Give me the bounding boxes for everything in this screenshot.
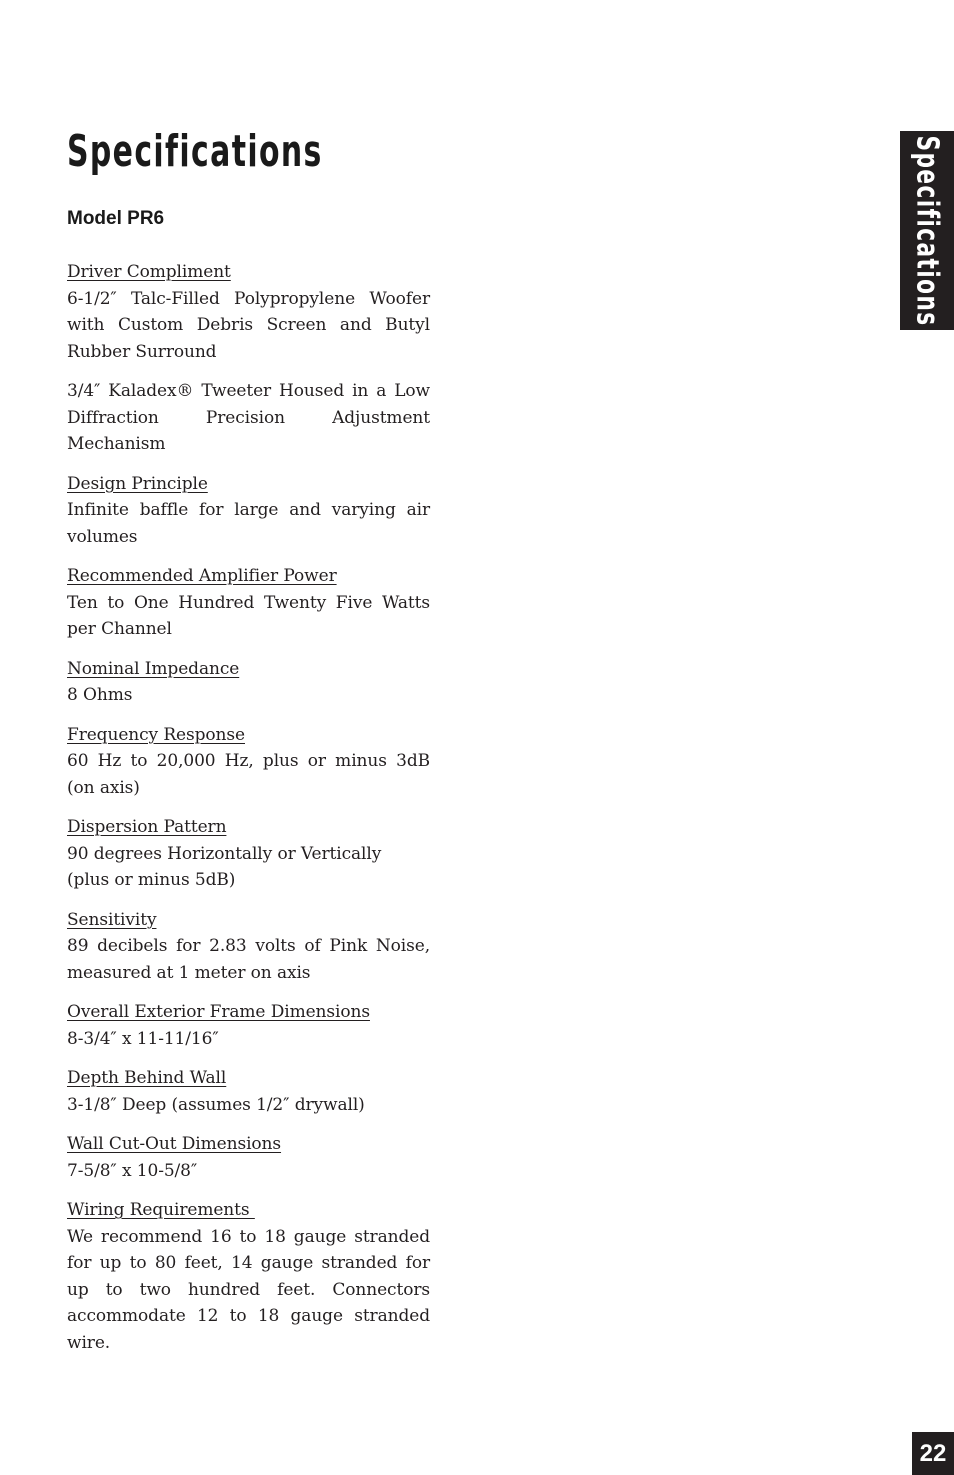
spec-recommended-amplifier-power [67, 563, 430, 643]
spec-value: 60 Hz to 20,000 Hz, plus or minus 3dB (on axis) [67, 751, 430, 798]
spec-driver-compliment [67, 259, 430, 458]
spec-depth-behind-wall [67, 1065, 430, 1118]
spec-value: 90 degrees Horizontally or Vertically [67, 843, 382, 864]
spec-overall-frame-dimensions [67, 999, 430, 1052]
spec-label: Dispersion Pattern [67, 817, 227, 837]
spec-value: 89 decibels for 2.83 volts of Pink Noise, measured at 1 meter on axis [67, 936, 430, 983]
spec-label: Wiring Requirements [67, 1200, 255, 1220]
spec-design-principle [67, 471, 430, 551]
spec-label: Nominal Impedance [67, 658, 240, 679]
spec-value: 3-1/8″ Deep (assumes 1/2″ drywall) [67, 1094, 365, 1115]
spec-label: Frequency Response [67, 724, 245, 745]
spec-value: We recommend 16 to 18 gauge stranded for up to 80 feet, 14 gauge stranded for up to two hundred feet. Connectors accommodate 12 to 18 gauge stranded wire. [67, 1226, 430, 1353]
spec-value: Infinite baffle for large and varying air volumes [67, 500, 430, 547]
spec-label: Driver Compliment [67, 262, 231, 282]
model-heading: Model PR6 [67, 208, 165, 229]
spec-label: Overall Exterior Frame Dimensions [67, 1002, 370, 1022]
side-tab-label: Specifications [909, 134, 945, 327]
spec-frequency-response [67, 722, 430, 802]
spec-wall-cutout-dimensions [67, 1131, 430, 1184]
section-side-tab [900, 131, 954, 330]
spec-label: Wall Cut-Out Dimensions [67, 1134, 282, 1154]
spec-value: 8 Ohms [67, 685, 133, 705]
spec-label: Design Principle [67, 473, 208, 494]
page-number: 22 [912, 1432, 954, 1475]
page-title: Specifications [67, 126, 323, 177]
spec-label: Depth Behind Wall [67, 1068, 227, 1088]
spec-nominal-impedance [67, 656, 430, 709]
spec-list [67, 259, 430, 1369]
spec-wiring-requirements [67, 1197, 430, 1356]
spec-value: 8-3/4″ x 11-11/16″ [67, 1028, 219, 1049]
spec-value: (plus or minus 5dB) [67, 870, 236, 890]
spec-sensitivity [67, 907, 430, 987]
spec-value: 6-1/2″ Talc-Filled Polypropylene Woofer with Custom Debris Screen and Butyl Rubber Surround [67, 288, 430, 362]
spec-value: 3/4″ Kaladex® Tweeter Housed in a Low Diffraction Precision Adjustment Mechanism [67, 381, 430, 454]
spec-value: Ten to One Hundred Twenty Five Watts per Channel [67, 592, 430, 639]
spec-dispersion-pattern [67, 814, 430, 894]
spec-label: Sensitivity [67, 909, 157, 930]
spec-label: Recommended Amplifier Power [67, 566, 337, 586]
spec-value: 7-5/8″ x 10-5/8″ [67, 1160, 198, 1181]
